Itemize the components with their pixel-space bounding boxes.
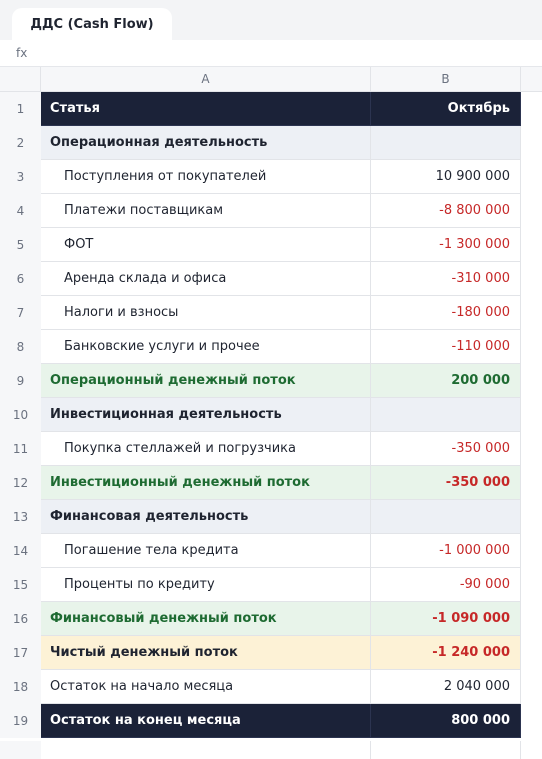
table-row: [0, 92, 542, 126]
row-number[interactable]: 1: [0, 92, 41, 126]
table-row: [0, 466, 542, 500]
row-number[interactable]: 10: [0, 398, 41, 432]
table-row: [0, 670, 542, 704]
cell-b[interactable]: -110 000: [371, 330, 521, 364]
cell-a[interactable]: Операционная деятельность: [41, 126, 371, 160]
cell-a[interactable]: Проценты по кредиту: [41, 568, 371, 602]
table-row: [0, 262, 542, 296]
cell-a[interactable]: Поступления от покупателей: [41, 160, 371, 194]
cell-b[interactable]: -1 000 000: [371, 534, 521, 568]
column-header-b[interactable]: B: [371, 67, 521, 92]
row-number[interactable]: 2: [0, 126, 41, 160]
table-row: [0, 126, 542, 160]
cell-a[interactable]: Налоги и взносы: [41, 296, 371, 330]
sheet-tab[interactable]: ДДС (Cash Flow): [12, 8, 172, 40]
row-number[interactable]: 8: [0, 330, 41, 364]
row-number[interactable]: 18: [0, 670, 41, 704]
cell-b[interactable]: Октябрь: [371, 92, 521, 126]
table-row: [0, 432, 542, 466]
cell-b[interactable]: [371, 741, 521, 759]
row-number[interactable]: 5: [0, 228, 41, 262]
cell-b[interactable]: [371, 126, 521, 160]
cell-b[interactable]: -1 090 000: [371, 602, 521, 636]
row-number[interactable]: 19: [0, 704, 41, 738]
cell-b[interactable]: [371, 500, 521, 534]
fx-icon: fx: [16, 46, 28, 60]
cell-b[interactable]: 2 040 000: [371, 670, 521, 704]
row-number[interactable]: 11: [0, 432, 41, 466]
cell-b[interactable]: -180 000: [371, 296, 521, 330]
cell-a[interactable]: Чистый денежный поток: [41, 636, 371, 670]
spreadsheet-grid: [0, 92, 542, 738]
formula-bar[interactable]: [0, 40, 542, 67]
cell-b[interactable]: -8 800 000: [371, 194, 521, 228]
cell-a[interactable]: Инвестиционный денежный поток: [41, 466, 371, 500]
row-number[interactable]: 14: [0, 534, 41, 568]
cell-a[interactable]: Статья: [41, 92, 371, 126]
row-number[interactable]: 17: [0, 636, 41, 670]
cell-b[interactable]: 800 000: [371, 704, 521, 738]
row-number[interactable]: 13: [0, 500, 41, 534]
column-header-c[interactable]: [521, 67, 542, 92]
table-row: [0, 398, 542, 432]
table-row: [0, 704, 542, 738]
row-number[interactable]: 4: [0, 194, 41, 228]
table-row: [0, 636, 542, 670]
cell-b[interactable]: -350 000: [371, 466, 521, 500]
row-number[interactable]: 12: [0, 466, 41, 500]
cell-a[interactable]: Покупка стеллажей и погрузчика: [41, 432, 371, 466]
cell-a[interactable]: Финансовый денежный поток: [41, 602, 371, 636]
cell-b[interactable]: -1 300 000: [371, 228, 521, 262]
cell-a[interactable]: Финансовая деятельность: [41, 500, 371, 534]
select-all-corner[interactable]: [0, 67, 41, 92]
row-number[interactable]: 7: [0, 296, 41, 330]
cell-b[interactable]: -350 000: [371, 432, 521, 466]
row-number[interactable]: 16: [0, 602, 41, 636]
cell-a[interactable]: Погашение тела кредита: [41, 534, 371, 568]
cell-a[interactable]: Банковские услуги и прочее: [41, 330, 371, 364]
table-row: [0, 602, 542, 636]
table-row: [0, 228, 542, 262]
table-row: [0, 534, 542, 568]
cell-a[interactable]: [41, 741, 371, 759]
cell-a[interactable]: Аренда склада и офиса: [41, 262, 371, 296]
row-number[interactable]: [0, 741, 41, 759]
cell-b[interactable]: -90 000: [371, 568, 521, 602]
cell-a[interactable]: Остаток на конец месяца: [41, 704, 371, 738]
grid-tail-row: [0, 741, 542, 759]
table-row: [0, 160, 542, 194]
cell-a[interactable]: Платежи поставщикам: [41, 194, 371, 228]
cell-b[interactable]: 10 900 000: [371, 160, 521, 194]
table-row: [0, 296, 542, 330]
cell-b[interactable]: 200 000: [371, 364, 521, 398]
column-header-a[interactable]: A: [41, 67, 371, 92]
table-row: [0, 194, 542, 228]
table-row: [0, 500, 542, 534]
cell-a[interactable]: Остаток на начало месяца: [41, 670, 371, 704]
row-number[interactable]: 3: [0, 160, 41, 194]
cell-b[interactable]: -1 240 000: [371, 636, 521, 670]
table-row: [0, 330, 542, 364]
table-row: [0, 568, 542, 602]
cell-a[interactable]: ФОТ: [41, 228, 371, 262]
row-number[interactable]: 15: [0, 568, 41, 602]
sheet-tab-bar: [0, 0, 542, 40]
table-row: [0, 364, 542, 398]
cell-a[interactable]: Инвестиционная деятельность: [41, 398, 371, 432]
cell-b[interactable]: -310 000: [371, 262, 521, 296]
row-number[interactable]: 9: [0, 364, 41, 398]
cell-b[interactable]: [371, 398, 521, 432]
row-number[interactable]: 6: [0, 262, 41, 296]
cell-a[interactable]: Операционный денежный поток: [41, 364, 371, 398]
